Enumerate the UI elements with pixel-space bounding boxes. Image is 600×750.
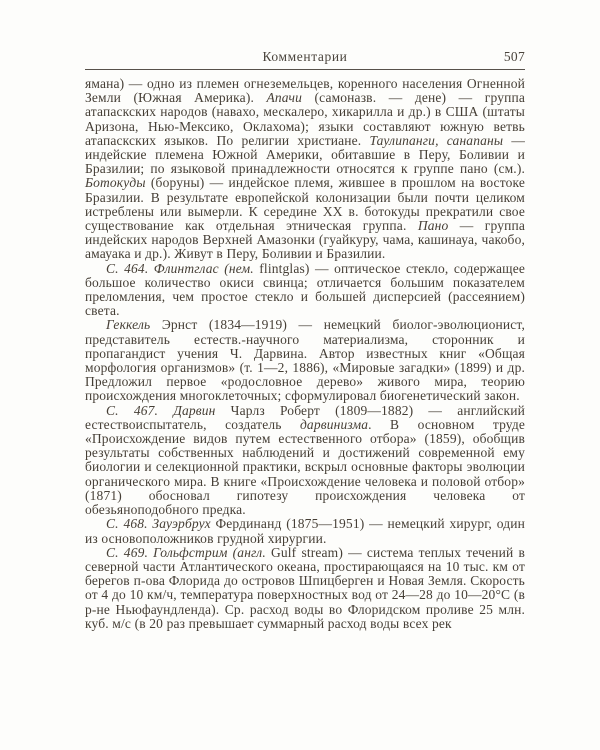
paragraph [85, 517, 525, 545]
page-number: 507 [503, 49, 525, 64]
commentary-text [85, 77, 525, 631]
text-run: Gulf stream) — система теплых течений в северной части Атлантического океана, простирающаяся на 10 тыс. км от берегов п-ова Флорида до островов Шпицберген и Новая Земля. Скорость от 4 до 10 км/ч, температура поверхностных вод от 24—28 до 10—20°С (в р-не Ньюфаундленда). Ср. расход воды во Флоридском проливе 25 млн. куб. м/с (в 20 раз превышает суммарный расход воды всех рек [85, 544, 525, 631]
page-header [85, 49, 525, 65]
text-run: flintglas) — оптическое стекло, содержащее большое количество окиси свинца; отличается большим показателем преломления, чем простое стекло и большей дисперсией (рассеянием) света. [85, 260, 525, 319]
paragraph [85, 77, 525, 262]
text-run: — индейские племена Южной Америки, обитавшие в Перу, Боливии и Бразилии; по языковой принадлежности относятся к группе пано (см.). [85, 132, 525, 177]
text-run: . В основном труде «Происхождение видов путем естественного отбора» (1859), обобщив результаты собственных наблюдений и достижений современной ему биологии и селекционной практики, вскрыл основные факторы эволюции органического мира. В книге «Происхождение человека и половой отбор» (1871) обосновал гипотезу происхождения человека от обезьяноподобного предка. [85, 416, 525, 518]
text-run: (самоназв. — дене) — группа атапаскских народов (навахо, мескалеро, хикарилла и др.) в США (штаты Аризона, Нью-Мексико, Оклахома); языки составляют южную ветвь атапаскских языков. По религии христиане. [85, 90, 525, 148]
italic-text-run: С. 469. Гольфстрим (англ. [106, 544, 266, 560]
text-run: — группа индейских народов Верхней Амазонки (гуайкуру, чама, кашинауа, чакобо, амауака и др.). Живут в Перу, Боливии и Бразилии. [85, 218, 525, 262]
text-run: (боруны) — индейское племя, жившее в прошлом на востоке Бразилии. В результате европейской колонизации были почти целиком истреблены или вымерли. К середине XX в. ботокуды прекратили свое существование как отдельная этническая группа. [85, 175, 525, 234]
italic-text-run: С. 464. Флинтглас (нем. [106, 260, 254, 276]
paragraph [85, 262, 525, 319]
paragraph [85, 404, 525, 518]
italic-text-run: Пано [417, 218, 449, 234]
italic-text-run: Ботокуды [85, 175, 146, 191]
italic-text-run: С. 467. Дарвин [106, 402, 216, 418]
italic-text-run: Таулипанги, санапаны [369, 132, 504, 148]
text-run: Эрнст (1834—1919) — немецкий биолог-эволюционист, представитель естеств.-научного материализма, сторонник и пропагандист учения Ч. Дарвина. Автор известных книг «Общая морфология организмов» (т. 1—2, 1886), «Мировые загадки» (1899) и др. Предложил первое «родословное дерево» живого мира, теорию происхождения многоклеточных; сформулировал биогенетический закон. [85, 317, 525, 404]
italic-text-run: дарвинизма [299, 416, 369, 432]
paragraph [85, 318, 525, 403]
text-run: Чарлз Роберт (1809—1882) — английский естествоиспытатель, создатель [85, 402, 525, 432]
header-rule [85, 69, 525, 70]
paragraph [85, 546, 525, 631]
text-run: ямана) — одно из племен огнеземельцев, коренного населения Огненной Земли (Южная Америка). [85, 76, 525, 106]
running-title: Комментарии [262, 49, 348, 64]
text-run: Фердинанд (1875—1951) — немецкий хирург, один из основоположников грудной хирургии. [85, 516, 525, 546]
italic-text-run: С. 468. Зауэрбрух [106, 516, 211, 532]
italic-text-run: Апачи [266, 90, 302, 106]
italic-text-run: Геккель [106, 317, 151, 333]
